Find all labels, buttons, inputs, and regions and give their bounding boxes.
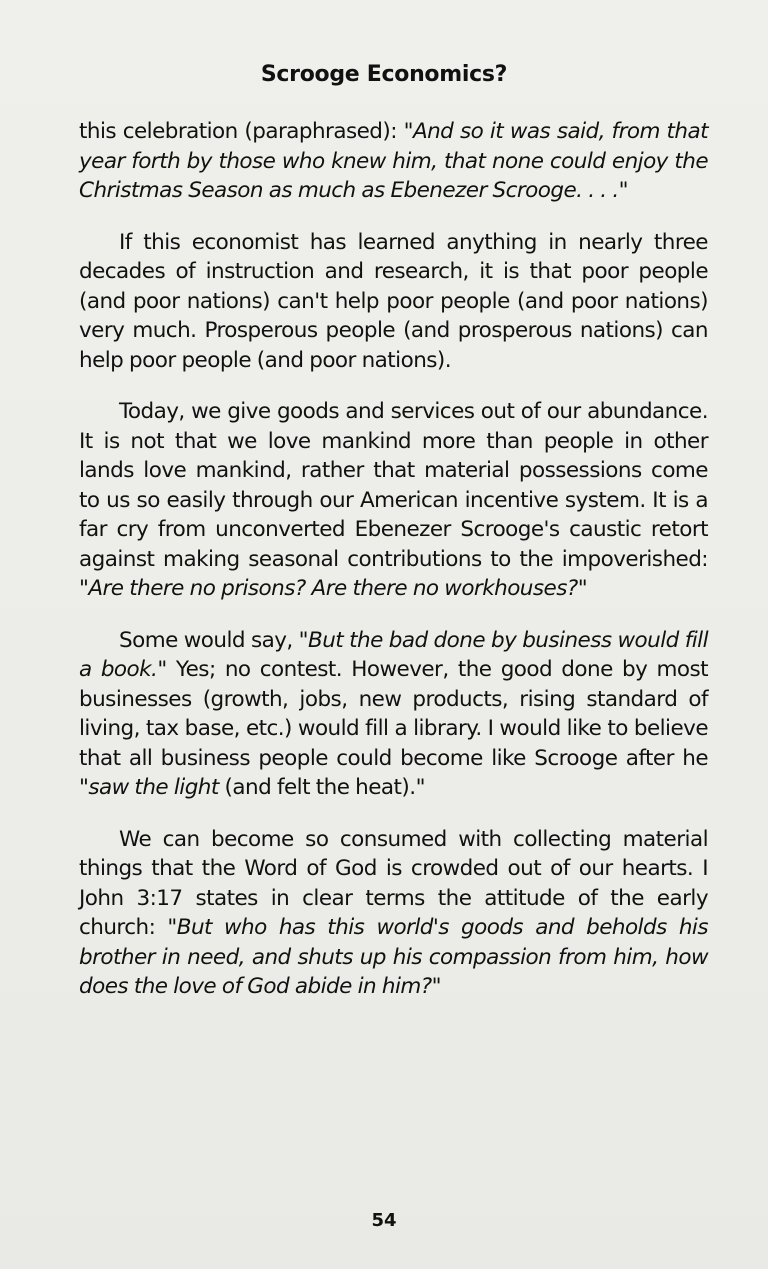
paragraph-2: [79, 228, 708, 376]
john-verse-quote: "But who has this world's goods and beholds his brother in need, and shuts up his compassion from him, how does the love of God abide in him?": [79, 915, 708, 999]
closing-quote-mark: ": [415, 775, 425, 800]
paragraph-3: [79, 397, 708, 604]
workhouses-quote: "Are there no prisons? Are there no workhouses?": [79, 576, 588, 601]
paragraph-1: [79, 117, 708, 206]
saw-the-light-quote: "saw the light: [79, 775, 219, 800]
paragraph-4-text-a: Some would say,: [119, 627, 299, 653]
paragraph-3-text: Today, we give goods and services out of our abundance. It is not that we love mankind more than people in other lands love mankind, rather that material possessions come to us so easily through our American incentive system. It is a far cry from unconverted Ebenezer Scrooge's caustic retort against making seasonal contributions to the impoverished:: [79, 399, 708, 572]
paragraph-4-text-b: Yes; no contest. However, the good done by most businesses (growth, jobs, new products, rising standard of living, tax base, etc.) would fill a library. I would like to believe that all business people could become like Scrooge after he: [79, 657, 708, 771]
body-text: [79, 117, 708, 1024]
bad-business-quote: "But the bad done by business would fill a book.": [79, 627, 708, 682]
paragraph-2-text: If this economist has learned anything in nearly three decades of instruction and research, it is that poor people (and poor nations) can't help poor people (and poor nations) very much. Prosperous people (and prosperous nations) can help poor people (and poor nations).: [79, 229, 708, 373]
page-title: Scrooge Economics?: [260, 62, 508, 87]
paragraph-1-text: this celebration (paraphrased):: [79, 119, 404, 144]
scrooge-quote: "And so it was said, from that year forth by those who knew him, that none could enjoy the Christmas Season as much as Ebenezer Scrooge. . . .": [79, 119, 708, 203]
paragraph-4-text-c: (and felt the heat).: [218, 775, 416, 800]
page-number: 54: [371, 1210, 397, 1231]
paragraph-4: [79, 626, 708, 803]
paragraph-5-text: We can become so consumed with collecting material things that the Word of God is crowded out of our hearts. I John 3:17 states in clear terms the attitude of the early church:: [79, 826, 708, 940]
paragraph-5: [79, 825, 708, 1002]
